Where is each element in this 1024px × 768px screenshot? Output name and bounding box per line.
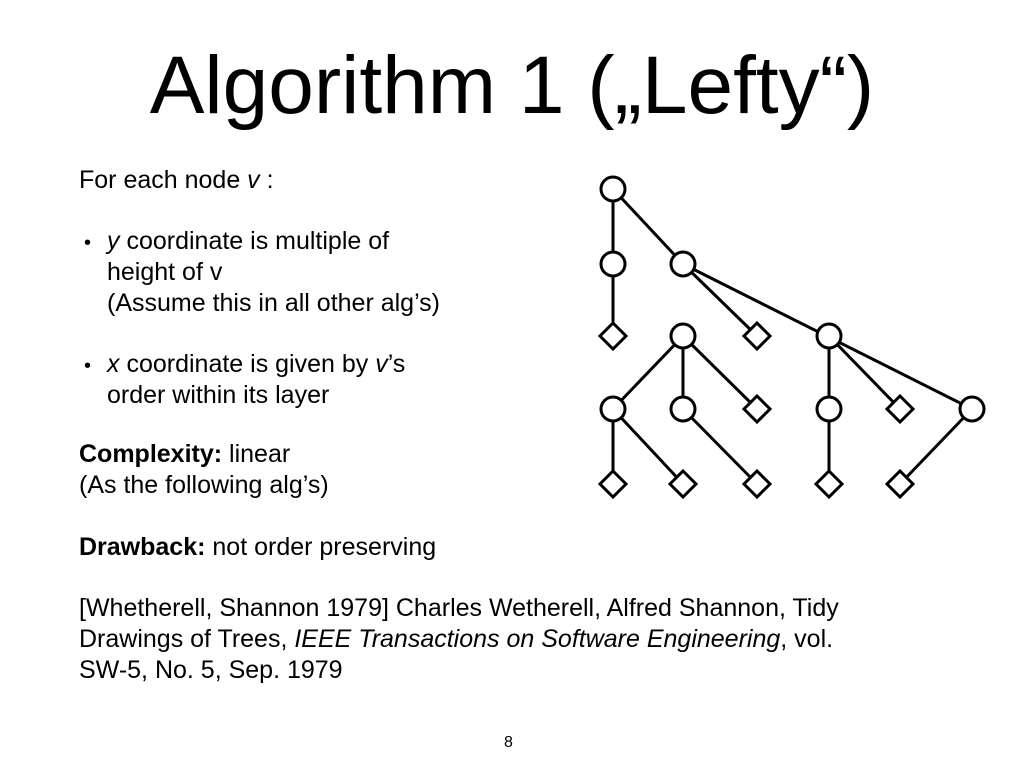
tree-leaf-diamond (600, 323, 626, 349)
tree-node-circle (671, 397, 695, 421)
bullet-y-line2: height of v (107, 258, 223, 286)
page-number: 8 (504, 734, 513, 751)
tree-edge (683, 264, 757, 336)
reference-line2 (79, 624, 839, 655)
reference-block (79, 593, 839, 686)
tree-node-circle (817, 397, 841, 421)
tree-node-circle (817, 324, 841, 348)
tree-edge (683, 336, 757, 409)
tree-node-circle (601, 252, 625, 276)
bullet-x-line1 (107, 349, 405, 380)
tree-leaf-diamond (600, 471, 626, 497)
bullet-dot: • (84, 232, 92, 254)
tree-node-circle (601, 397, 625, 421)
bullet-y-line1 (107, 226, 440, 257)
bullet-x-line1-end: ’s (387, 350, 406, 378)
tree-leaf-diamond (816, 471, 842, 497)
intro-line (79, 165, 274, 196)
bullet-dot: • (84, 355, 92, 377)
bullet-y-coordinate (107, 226, 440, 319)
tree-node-circle (671, 252, 695, 276)
tree-node-circle (960, 397, 984, 421)
complexity-line1 (79, 439, 329, 470)
tree-edge (683, 409, 757, 484)
reference-line1: [Whetherell, Shannon 1979] Charles Wetherell, Alfred Shannon, Tidy (79, 594, 839, 622)
tree-edge (900, 409, 972, 484)
bullet-x-variable-v: v (375, 350, 388, 378)
intro-suffix: : (259, 166, 274, 194)
tree-node-circle (601, 177, 625, 201)
intro-prefix: For each node (79, 166, 248, 194)
tree-edge (613, 189, 683, 264)
bullet-x-variable: x (107, 350, 120, 378)
drawback-label: Drawback: (79, 533, 206, 561)
tree-edge (613, 336, 683, 409)
reference-journal: IEEE Transactions on Software Engineering (294, 625, 781, 653)
intro-variable: v (247, 166, 260, 194)
bullet-x-line1-text: coordinate is given by (119, 350, 376, 378)
bullet-y-variable: y (107, 227, 120, 255)
bullet-x-line2: order within its layer (107, 381, 330, 409)
drawback-value: not order preserving (205, 533, 437, 561)
slide-title: Algorithm 1 („Lefty“) (149, 40, 875, 131)
tree-edge (613, 409, 683, 484)
tree-node-circle (671, 324, 695, 348)
complexity-value: linear (222, 440, 291, 468)
complexity-label: Complexity: (79, 440, 223, 468)
bullet-y-line1-text: coordinate is multiple of (119, 227, 390, 255)
tree-diagram (570, 165, 1000, 515)
tree-edge (829, 336, 900, 409)
drawback-line (79, 532, 436, 563)
bullet-y-line3: (Assume this in all other alg’s) (107, 289, 441, 317)
reference-line2-start: Drawings of Trees, (79, 625, 295, 653)
complexity-block (79, 439, 329, 501)
reference-line3: SW-5, No. 5, Sep. 1979 (79, 656, 343, 684)
bullet-x-coordinate (107, 349, 405, 411)
reference-line2-end: , vol. (780, 625, 834, 653)
complexity-line2: (As the following alg’s) (79, 471, 329, 499)
